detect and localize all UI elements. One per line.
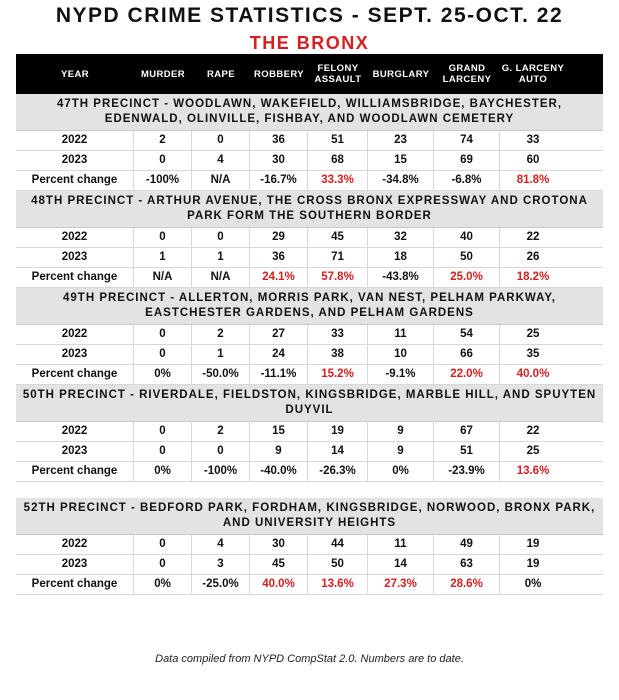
row-label: Percent change [16,462,134,481]
header-robbery: ROBBERY [254,68,304,80]
table-cell: 0 [134,345,192,364]
table-cell: 23 [368,131,434,150]
table-cell: 18 [368,248,434,267]
table-cell: 25 [526,445,540,457]
section-gap [16,482,603,498]
table-cell: 33 [308,325,368,344]
table-cell: 25.0% [434,268,500,287]
table-cell: 68 [308,151,368,170]
table-cell: -26.3% [308,462,368,481]
table-cell: 33 [526,134,540,146]
table-cell: 40.0% [250,575,308,594]
table-cell: 24.1% [250,268,308,287]
table-cell: 4 [192,535,250,554]
header-g-larceny-auto: G. LARCENY AUTO [501,63,565,85]
row-label: 2022 [16,325,134,344]
table-cell: 40 [434,228,500,247]
table-cell: 0% [368,462,434,481]
page-subtitle: THE BRONX [249,33,370,53]
table-cell: 45 [308,228,368,247]
table-cell: 66 [434,345,500,364]
table-cell: 63 [434,555,500,574]
table-cell: 15 [250,422,308,441]
row-label: 2022 [16,535,134,554]
crime-stats-table [16,54,603,595]
table-cell: 0% [134,462,192,481]
table-cell: 15.2% [308,365,368,384]
table-row [16,535,603,555]
table-cell: -100% [134,171,192,190]
table-cell: -34.8% [368,171,434,190]
table-header [16,54,603,94]
table-cell: 0 [192,131,250,150]
table-cell: 2 [192,325,250,344]
table-cell: 26 [526,251,540,263]
table-cell: 67 [434,422,500,441]
table-cell: 69 [434,151,500,170]
table-cell: 19 [526,558,540,570]
table-cell: 24 [250,345,308,364]
table-cell: 0 [134,442,192,461]
table-cell: 4 [192,151,250,170]
table-cell: 13.6% [308,575,368,594]
table-cell: 51 [308,131,368,150]
table-cell: -25.0% [192,575,250,594]
table-cell: 19 [526,538,540,550]
row-label: 2022 [16,228,134,247]
table-cell: 0% [134,365,192,384]
table-cell: 0% [524,578,542,590]
table-cell: 36 [250,248,308,267]
row-label: Percent change [16,365,134,384]
table-cell: 10 [368,345,434,364]
table-row [16,325,603,345]
table-cell: 22 [526,231,540,243]
table-cell: N/A [192,171,250,190]
table-row [16,228,603,248]
table-cell: 74 [434,131,500,150]
table-row [16,462,603,482]
table-cell: 18.2% [516,271,550,283]
row-label: Percent change [16,268,134,287]
table-cell: -6.8% [434,171,500,190]
table-cell: -11.1% [250,365,308,384]
table-cell: -43.8% [368,268,434,287]
table-cell: 22 [526,425,540,437]
table-cell: -50.0% [192,365,250,384]
header-murder: MURDER [140,68,186,80]
table-cell: 29 [250,228,308,247]
table-cell: 50 [308,555,368,574]
table-cell: 81.8% [516,174,550,186]
precinct-title: 52TH PRECINCT - BEDFORD PARK, FORDHAM, KINGSBRIDGE, NORWOOD, BRONX PARK, AND UNIVERSITY HEIGHTS [16,498,603,535]
row-label: 2023 [16,442,134,461]
table-cell: 0% [134,575,192,594]
table-cell: -16.7% [250,171,308,190]
table-body [16,94,603,595]
table-cell: 0 [134,325,192,344]
table-row [16,171,603,191]
table-cell: 0 [192,442,250,461]
table-cell: 9 [368,442,434,461]
table-cell: 44 [308,535,368,554]
table-cell: -9.1% [368,365,434,384]
table-cell: -100% [192,462,250,481]
table-cell: 0 [192,228,250,247]
table-row [16,422,603,442]
table-cell: 22.0% [434,365,500,384]
table-row [16,345,603,365]
precinct-title: 48TH PRECINCT - ARTHUR AVENUE, THE CROSS BRONX EXPRESSWAY AND CROTONA PARK FORM THE SOUTHERN BORDER [16,191,603,228]
table-cell: 30 [250,535,308,554]
table-cell: -23.9% [434,462,500,481]
table-row [16,268,603,288]
table-cell: 36 [250,131,308,150]
row-label: 2022 [16,131,134,150]
table-cell: 60 [526,154,540,166]
table-cell: 2 [134,131,192,150]
table-cell: 28.6% [434,575,500,594]
table-cell: 0 [134,535,192,554]
table-cell: 30 [250,151,308,170]
table-row [16,151,603,171]
footer-note: Data compiled from NYPD CompStat 2.0. Numbers are to date. [155,653,464,665]
table-cell: N/A [134,268,192,287]
table-cell: 11 [368,325,434,344]
table-cell: 1 [134,248,192,267]
header-felony-assault: FELONY ASSAULT [314,63,362,85]
table-row [16,248,603,268]
table-cell: 14 [368,555,434,574]
row-label: 2023 [16,555,134,574]
table-cell: 51 [434,442,500,461]
table-row [16,555,603,575]
table-cell: 11 [368,535,434,554]
table-cell: 13.6% [516,465,550,477]
row-label: 2023 [16,345,134,364]
table-cell: 0 [134,228,192,247]
table-cell: 50 [434,248,500,267]
table-cell: 0 [134,555,192,574]
row-label: 2023 [16,151,134,170]
header-year: YEAR [61,68,89,80]
table-cell: 71 [308,248,368,267]
table-row [16,442,603,462]
table-row [16,365,603,385]
table-cell: 1 [192,248,250,267]
table-cell: 9 [250,442,308,461]
table-cell: 49 [434,535,500,554]
table-cell: 25 [526,328,540,340]
header-grand-larceny: GRAND LARCENY [442,63,492,85]
table-cell: 27.3% [368,575,434,594]
table-cell: 1 [192,345,250,364]
table-cell: 0 [134,151,192,170]
row-label: Percent change [16,171,134,190]
row-label: Percent change [16,575,134,594]
table-row [16,131,603,151]
precinct-title: 50TH PRECINCT - RIVERDALE, FIELDSTON, KINGSBRIDGE, MARBLE HILL, AND SPUYTEN DUYVIL [16,385,603,422]
table-cell: -40.0% [250,462,308,481]
table-cell: 54 [434,325,500,344]
table-cell: 32 [368,228,434,247]
table-row [16,575,603,595]
table-cell: 35 [526,348,540,360]
table-cell: 19 [308,422,368,441]
row-label: 2023 [16,248,134,267]
table-cell: 45 [250,555,308,574]
precinct-title: 47TH PRECINCT - WOODLAWN, WAKEFIELD, WILLIAMSBRIDGE, BAYCHESTER, EDENWALD, OLINVILLE, FISHBAY, AND WOODLAWN CEMETERY [16,94,603,131]
table-cell: 33.3% [308,171,368,190]
table-cell: N/A [192,268,250,287]
table-cell: 0 [134,422,192,441]
table-cell: 27 [250,325,308,344]
row-label: 2022 [16,422,134,441]
table-cell: 14 [308,442,368,461]
table-cell: 2 [192,422,250,441]
table-cell: 15 [368,151,434,170]
precinct-title: 49TH PRECINCT - ALLERTON, MORRIS PARK, VAN NEST, PELHAM PARKWAY, EASTCHESTER GARDENS, AND PELHAM GARDENS [16,288,603,325]
header-rape: RAPE [207,68,235,80]
table-cell: 9 [368,422,434,441]
table-cell: 40.0% [516,368,550,380]
page-title: NYPD CRIME STATISTICS - SEPT. 25-OCT. 22 [55,4,564,27]
table-cell: 3 [192,555,250,574]
table-cell: 38 [308,345,368,364]
header-burglary: BURGLARY [372,68,430,80]
table-cell: 57.8% [308,268,368,287]
